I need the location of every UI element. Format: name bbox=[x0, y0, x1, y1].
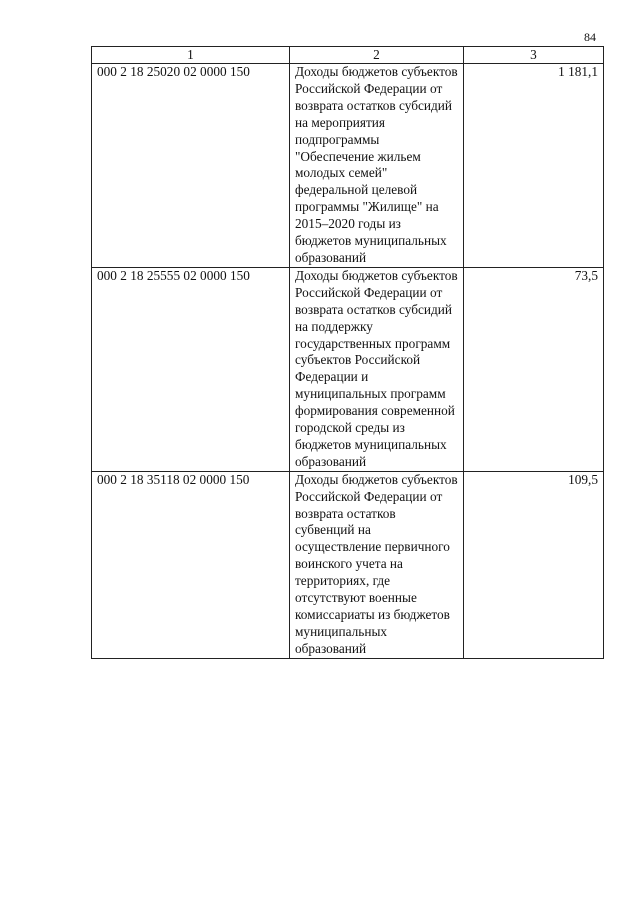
budget-code-cell: 000 2 18 25555 02 0000 150 bbox=[92, 267, 290, 471]
revenue-description-cell: Доходы бюджетов субъектов Российской Федерации от возврата остатков субвенций на осуществление первичного воинского учета на территориях, где отсутствуют военные комиссариаты из бюджетов муниципальных образований bbox=[290, 471, 464, 658]
amount-cell: 1 181,1 bbox=[464, 64, 604, 268]
amount-cell: 73,5 bbox=[464, 267, 604, 471]
revenue-description-cell: Доходы бюджетов субъектов Российской Федерации от возврата остатков субсидий на поддержку государственных программ субъектов Российской Федерации и муниципальных программ формирования современной городской среды из бюджетов муниципальных образований bbox=[290, 267, 464, 471]
budget-revenue-table bbox=[91, 46, 604, 659]
column-header-amount: 3 bbox=[464, 47, 604, 64]
budget-code-cell: 000 2 18 35118 02 0000 150 bbox=[92, 471, 290, 658]
amount-cell: 109,5 bbox=[464, 471, 604, 658]
column-header-description: 2 bbox=[290, 47, 464, 64]
table-row bbox=[92, 64, 604, 268]
table-row bbox=[92, 471, 604, 658]
column-header-code: 1 bbox=[92, 47, 290, 64]
page-number: 84 bbox=[584, 30, 596, 44]
table-row bbox=[92, 267, 604, 471]
budget-code-cell: 000 2 18 25020 02 0000 150 bbox=[92, 64, 290, 268]
revenue-description-cell: Доходы бюджетов субъектов Российской Федерации от возврата остатков субсидий на мероприятия подпрограммы "Обеспечение жильем молодых семей" федеральной целевой программы "Жилище" на 2015–2020 годы из бюджетов муниципальных образований bbox=[290, 64, 464, 268]
table-header-row bbox=[92, 47, 604, 64]
